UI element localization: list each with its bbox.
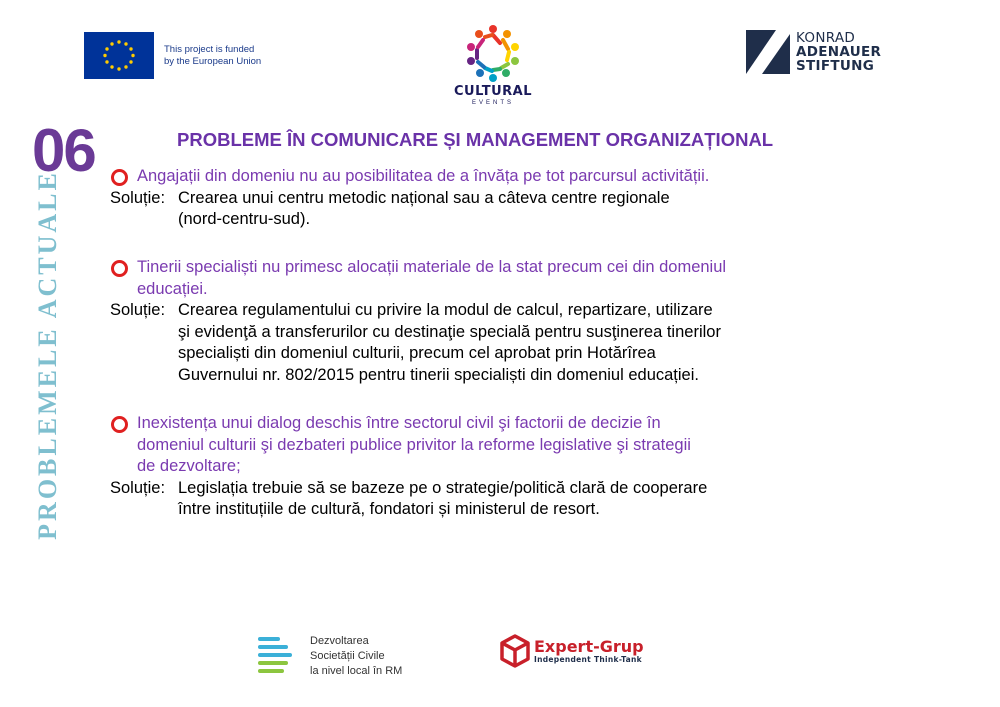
kas-line2: ADENAUER xyxy=(796,44,882,60)
kas-mark-icon xyxy=(746,30,790,74)
problem-statement xyxy=(110,413,830,478)
cube-icon xyxy=(500,634,530,668)
problem-line: Angajații din domeniu nu au posibilitatea de a învăța pe tot parcursul activității. xyxy=(137,167,710,185)
striped-bars-icon xyxy=(258,635,292,679)
solution-line: Crearea unui centru metodic național sau a câteva centre regionale xyxy=(178,188,670,207)
eu-flag-icon xyxy=(84,32,154,79)
page-title: PROBLEME ÎN COMUNICARE ȘI MANAGEMENT ORGANIZAȚIONAL xyxy=(177,129,774,150)
cultural-events-word: CULTURAL xyxy=(453,84,532,99)
solution-line: Legislația trebuie să se bazeze pe o strategie/politică clară de cooperare xyxy=(178,478,708,497)
kas-line3: STIFTUNG xyxy=(796,58,875,74)
issue-item xyxy=(110,413,830,521)
side-title-container xyxy=(28,170,68,540)
red-circle-bullet-icon xyxy=(111,260,128,277)
solution-line: Crearea regulamentului cu privire la modul de calcul, repartizare, utilizare xyxy=(178,301,713,319)
people-circle-icon xyxy=(448,22,538,84)
solution-line: între instituțiile de cultură, fondatori și ministerul de resort. xyxy=(178,500,600,518)
solution-label: Soluție: xyxy=(110,188,166,207)
civil-society-logo xyxy=(258,634,402,679)
dsc-line1: Dezvoltarea xyxy=(310,635,369,647)
eu-funding-logo xyxy=(84,32,274,79)
problem-line: Tinerii specialiști nu primesc alocații materiale de la stat precum cei din domeniul xyxy=(137,258,727,276)
issue-item xyxy=(110,166,830,231)
expert-grup-logo xyxy=(500,634,644,668)
solution-line: (nord-centru-sud). xyxy=(178,210,311,228)
solution-label: Soluție: xyxy=(110,301,166,319)
cultural-events-sub: EVENTS xyxy=(471,100,514,106)
problem-statement xyxy=(110,257,830,300)
eu-caption-line2: by the European Union xyxy=(164,55,262,67)
solution-line: şi evidenţă a transferurilor cu destinaţie specială pentru susţinerea tinerilor xyxy=(178,322,721,341)
cultural-events-logo xyxy=(448,22,538,110)
expert-grup-tagline: Independent Think-Tank xyxy=(534,655,642,664)
solution-line: Guvernului nr. 802/2015 pentru tinerii specialiști din domeniul educației. xyxy=(178,365,699,384)
solution xyxy=(110,300,830,386)
problem-line: domeniul culturii şi dezbateri publice privitor la reforme legislative şi strategii xyxy=(137,435,691,454)
section-number: 06 xyxy=(32,117,95,184)
red-circle-bullet-icon xyxy=(111,169,128,186)
eu-caption-line1: This project is funded xyxy=(164,43,255,55)
problem-statement xyxy=(110,166,830,188)
solution xyxy=(110,478,830,521)
solution-line: specialiști din domeniul culturii, precum cel aprobat prin Hotărîrea xyxy=(178,344,656,362)
dsc-line3: la nivel local în RM xyxy=(310,665,403,677)
side-title: PROBLEMELE ACTUALE xyxy=(33,170,62,540)
dsc-line2: Societății Civile xyxy=(310,650,385,662)
problem-line: de dezvoltare; xyxy=(137,457,241,475)
solution xyxy=(110,188,830,231)
problem-line: educației. xyxy=(137,279,208,298)
expert-grup-name: Expert-Grup xyxy=(534,637,644,656)
issue-item xyxy=(110,257,830,386)
kas-line1: KONRAD xyxy=(796,30,856,46)
red-circle-bullet-icon xyxy=(111,416,128,433)
konrad-adenauer-logo xyxy=(746,30,881,74)
solution-label: Soluție: xyxy=(110,478,166,497)
problem-line: Inexistența unui dialog deschis între sectorul civil şi factorii de decizie în xyxy=(137,414,661,432)
